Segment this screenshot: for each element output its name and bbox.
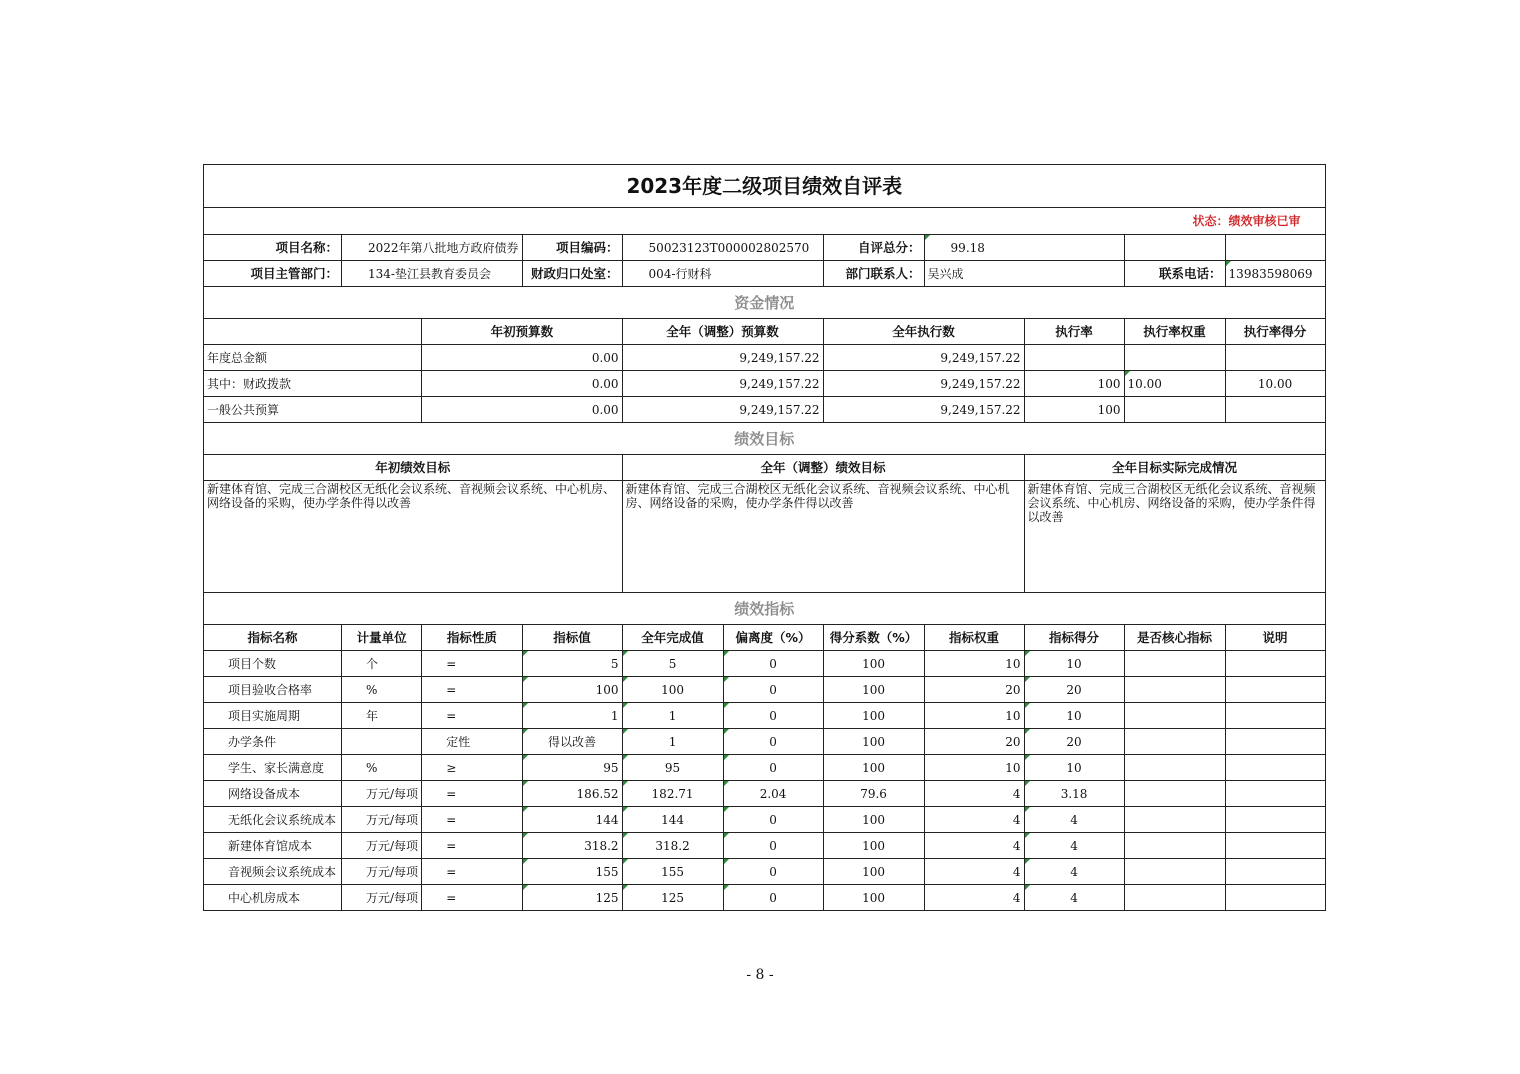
- ind-nature[interactable]: =: [422, 885, 522, 911]
- ind-core[interactable]: [1124, 781, 1225, 807]
- score-label: 自评总分：: [823, 235, 924, 261]
- ind-deviation[interactable]: 0: [723, 807, 823, 833]
- ind-weight[interactable]: 4: [924, 833, 1024, 859]
- ind-note[interactable]: [1225, 755, 1325, 781]
- funds-weight[interactable]: [1124, 345, 1225, 371]
- ind-header-deviation: 偏离度（%）: [723, 625, 823, 651]
- ind-weight[interactable]: 4: [924, 859, 1024, 885]
- ind-score[interactable]: 4: [1024, 885, 1124, 911]
- ind-coef[interactable]: 100: [823, 651, 924, 677]
- funds-adjusted[interactable]: 9,249,157.22: [622, 345, 823, 371]
- ind-unit[interactable]: 年: [342, 703, 422, 729]
- funds-header-weight: 执行率权重: [1124, 319, 1225, 345]
- finance-label: 财政归口处室：: [522, 261, 622, 287]
- ind-target[interactable]: 155: [522, 859, 622, 885]
- phone-value[interactable]: 13983598069: [1225, 261, 1325, 287]
- ind-name[interactable]: 新建体育馆成本: [204, 833, 342, 859]
- ind-core[interactable]: [1124, 807, 1225, 833]
- ind-weight[interactable]: 10: [924, 755, 1024, 781]
- page-title: 2023年度二级项目绩效自评表: [204, 165, 1326, 208]
- funds-header-executed: 全年执行数: [823, 319, 1024, 345]
- ind-deviation[interactable]: 0: [723, 703, 823, 729]
- ind-score[interactable]: 20: [1024, 677, 1124, 703]
- funds-executed[interactable]: 9,249,157.22: [823, 345, 1024, 371]
- ind-core[interactable]: [1124, 651, 1225, 677]
- ind-target[interactable]: 144: [522, 807, 622, 833]
- phone-label: 联系电话：: [1124, 261, 1225, 287]
- contact-value[interactable]: 吴兴成: [924, 261, 1124, 287]
- funds-score[interactable]: [1225, 397, 1325, 423]
- ind-actual[interactable]: 100: [622, 677, 723, 703]
- indicator-row: [204, 729, 1326, 755]
- funds-initial[interactable]: 0.00: [422, 397, 622, 423]
- funds-rate[interactable]: [1024, 345, 1124, 371]
- funds-rate[interactable]: 100: [1024, 371, 1124, 397]
- ind-actual[interactable]: 125: [622, 885, 723, 911]
- ind-coef[interactable]: 100: [823, 703, 924, 729]
- ind-target[interactable]: 186.52: [522, 781, 622, 807]
- score-value[interactable]: 99.18: [924, 235, 1124, 261]
- goal-actual-text[interactable]: 新建体育馆、完成三合湖校区无纸化会议系统、音视频会议系统、中心机房、网络设备的采购，使办学条件得以改善: [1024, 481, 1325, 593]
- ind-weight[interactable]: 20: [924, 729, 1024, 755]
- ind-coef[interactable]: 79.6: [823, 781, 924, 807]
- page-number: - 8 -: [746, 967, 774, 983]
- ind-weight[interactable]: 20: [924, 677, 1024, 703]
- ind-nature[interactable]: =: [422, 703, 522, 729]
- ind-name[interactable]: 音视频会议系统成本: [204, 859, 342, 885]
- dept-label: 项目主管部门：: [204, 261, 342, 287]
- ind-target[interactable]: 5: [522, 651, 622, 677]
- dept-value[interactable]: 134-垫江县教育委员会: [342, 261, 523, 287]
- ind-coef[interactable]: 100: [823, 755, 924, 781]
- ind-actual[interactable]: 95: [622, 755, 723, 781]
- indicator-row: [204, 651, 1326, 677]
- ind-target[interactable]: 125: [522, 885, 622, 911]
- ind-unit[interactable]: 万元/每项: [342, 807, 422, 833]
- goal-initial-text[interactable]: 新建体育馆、完成三合湖校区无纸化会议系统、音视频会议系统、中心机房、网络设备的采购，使办学条件得以改善: [204, 481, 623, 593]
- ind-unit[interactable]: %: [342, 755, 422, 781]
- ind-unit[interactable]: [342, 729, 422, 755]
- ind-name[interactable]: 学生、家长满意度: [204, 755, 342, 781]
- ind-note[interactable]: [1225, 781, 1325, 807]
- ind-note[interactable]: [1225, 729, 1325, 755]
- ind-core[interactable]: [1124, 729, 1225, 755]
- funds-section-title: 资金情况: [204, 287, 1326, 319]
- ind-score[interactable]: 4: [1024, 833, 1124, 859]
- ind-note[interactable]: [1225, 859, 1325, 885]
- ind-deviation[interactable]: 0: [723, 729, 823, 755]
- funds-row: [204, 345, 1326, 371]
- ind-target[interactable]: 318.2: [522, 833, 622, 859]
- goals-header-initial: 年初绩效目标: [204, 455, 623, 481]
- ind-score[interactable]: 10: [1024, 703, 1124, 729]
- ind-header-core: 是否核心指标: [1124, 625, 1225, 651]
- ind-header-target: 指标值: [522, 625, 622, 651]
- ind-core[interactable]: [1124, 833, 1225, 859]
- ind-deviation[interactable]: 0: [723, 755, 823, 781]
- ind-score[interactable]: 4: [1024, 807, 1124, 833]
- indicator-row: [204, 859, 1326, 885]
- ind-name[interactable]: 办学条件: [204, 729, 342, 755]
- indicator-row: [204, 885, 1326, 911]
- ind-unit[interactable]: 万元/每项: [342, 833, 422, 859]
- funds-adjusted[interactable]: 9,249,157.22: [622, 371, 823, 397]
- status-badge: 状态：绩效审核已审: [204, 208, 1326, 235]
- funds-header-score: 执行率得分: [1225, 319, 1325, 345]
- ind-weight[interactable]: 10: [924, 651, 1024, 677]
- ind-score[interactable]: 3.18: [1024, 781, 1124, 807]
- indicator-row: [204, 677, 1326, 703]
- ind-deviation[interactable]: 2.04: [723, 781, 823, 807]
- ind-nature[interactable]: =: [422, 833, 522, 859]
- ind-note[interactable]: [1225, 651, 1325, 677]
- ind-score[interactable]: 20: [1024, 729, 1124, 755]
- ind-core[interactable]: [1124, 859, 1225, 885]
- ind-target[interactable]: 100: [522, 677, 622, 703]
- ind-nature[interactable]: =: [422, 859, 522, 885]
- funds-adjusted[interactable]: 9,249,157.22: [622, 397, 823, 423]
- ind-target[interactable]: 1: [522, 703, 622, 729]
- ind-note[interactable]: [1225, 885, 1325, 911]
- ind-header-note: 说明: [1225, 625, 1325, 651]
- ind-header-name: 指标名称: [204, 625, 342, 651]
- ind-coef[interactable]: 100: [823, 859, 924, 885]
- ind-name[interactable]: 网络设备成本: [204, 781, 342, 807]
- ind-score[interactable]: 4: [1024, 859, 1124, 885]
- contact-label: 部门联系人：: [823, 261, 924, 287]
- indicator-row: [204, 755, 1326, 781]
- ind-weight[interactable]: 10: [924, 703, 1024, 729]
- goals-section-title: 绩效目标: [204, 423, 1326, 455]
- ind-header-nature: 指标性质: [422, 625, 522, 651]
- goals-header-adjusted: 全年（调整）绩效目标: [622, 455, 1024, 481]
- ind-coef[interactable]: 100: [823, 807, 924, 833]
- ind-coef[interactable]: 100: [823, 677, 924, 703]
- funds-header-rate: 执行率: [1024, 319, 1124, 345]
- funds-executed[interactable]: 9,249,157.22: [823, 371, 1024, 397]
- ind-header-unit: 计量单位: [342, 625, 422, 651]
- ind-name[interactable]: 项目实施周期: [204, 703, 342, 729]
- empty-cell[interactable]: [1124, 235, 1225, 261]
- ind-target[interactable]: 得以改善: [522, 729, 622, 755]
- goal-adjusted-text[interactable]: 新建体育馆、完成三合湖校区无纸化会议系统、音视频会议系统、中心机房、网络设备的采购，使办学条件得以改善: [622, 481, 1024, 593]
- ind-score[interactable]: 10: [1024, 651, 1124, 677]
- empty-cell[interactable]: [1225, 235, 1325, 261]
- ind-target[interactable]: 95: [522, 755, 622, 781]
- ind-unit[interactable]: 万元/每项: [342, 781, 422, 807]
- ind-actual[interactable]: 5: [622, 651, 723, 677]
- project-code-value[interactable]: 50023123T000002802570: [622, 235, 823, 261]
- funds-header-adjusted: 全年（调整）预算数: [622, 319, 823, 345]
- ind-name[interactable]: 中心机房成本: [204, 885, 342, 911]
- ind-nature[interactable]: =: [422, 677, 522, 703]
- funds-row: [204, 397, 1326, 423]
- ind-weight[interactable]: 4: [924, 885, 1024, 911]
- indicator-row: [204, 807, 1326, 833]
- project-code-label: 项目编码：: [522, 235, 622, 261]
- ind-note[interactable]: [1225, 807, 1325, 833]
- ind-deviation[interactable]: 0: [723, 833, 823, 859]
- ind-coef[interactable]: 100: [823, 729, 924, 755]
- ind-weight[interactable]: 4: [924, 781, 1024, 807]
- ind-unit[interactable]: 个: [342, 651, 422, 677]
- funds-row-label: 一般公共预算: [204, 397, 422, 423]
- funds-row: [204, 371, 1326, 397]
- ind-note[interactable]: [1225, 677, 1325, 703]
- ind-deviation[interactable]: 0: [723, 885, 823, 911]
- ind-score[interactable]: 10: [1024, 755, 1124, 781]
- ind-unit[interactable]: %: [342, 677, 422, 703]
- finance-value[interactable]: 004-行财科: [622, 261, 823, 287]
- indicator-row: [204, 781, 1326, 807]
- ind-actual[interactable]: 1: [622, 703, 723, 729]
- ind-nature[interactable]: ≥: [422, 755, 522, 781]
- evaluation-table: [203, 164, 1326, 911]
- ind-header-coef: 得分系数（%）: [823, 625, 924, 651]
- ind-nature[interactable]: =: [422, 651, 522, 677]
- ind-nature[interactable]: =: [422, 807, 522, 833]
- ind-note[interactable]: [1225, 833, 1325, 859]
- ind-deviation[interactable]: 0: [723, 859, 823, 885]
- funds-weight[interactable]: [1124, 397, 1225, 423]
- ind-name[interactable]: 项目验收合格率: [204, 677, 342, 703]
- funds-row-label: 其中：财政拨款: [204, 371, 422, 397]
- ind-core[interactable]: [1124, 885, 1225, 911]
- ind-actual[interactable]: 155: [622, 859, 723, 885]
- indicators-section-title: 绩效指标: [204, 593, 1326, 625]
- project-name-label: 项目名称：: [204, 235, 342, 261]
- ind-actual[interactable]: 144: [622, 807, 723, 833]
- ind-nature[interactable]: 定性: [422, 729, 522, 755]
- ind-weight[interactable]: 4: [924, 807, 1024, 833]
- funds-row-label: 年度总金额: [204, 345, 422, 371]
- indicator-row: [204, 703, 1326, 729]
- ind-actual[interactable]: 318.2: [622, 833, 723, 859]
- funds-weight[interactable]: 10.00: [1124, 371, 1225, 397]
- ind-header-score: 指标得分: [1024, 625, 1124, 651]
- ind-unit[interactable]: 万元/每项: [342, 859, 422, 885]
- ind-deviation[interactable]: 0: [723, 651, 823, 677]
- ind-actual[interactable]: 1: [622, 729, 723, 755]
- ind-core[interactable]: [1124, 755, 1225, 781]
- goals-header-actual: 全年目标实际完成情况: [1024, 455, 1325, 481]
- funds-initial[interactable]: 0.00: [422, 371, 622, 397]
- funds-rate[interactable]: 100: [1024, 397, 1124, 423]
- ind-coef[interactable]: 100: [823, 833, 924, 859]
- ind-deviation[interactable]: 0: [723, 677, 823, 703]
- funds-header-blank: [204, 319, 422, 345]
- funds-score[interactable]: [1225, 345, 1325, 371]
- funds-header-initial: 年初预算数: [422, 319, 622, 345]
- ind-actual[interactable]: 182.71: [622, 781, 723, 807]
- funds-initial[interactable]: 0.00: [422, 345, 622, 371]
- ind-nature[interactable]: =: [422, 781, 522, 807]
- ind-coef[interactable]: 100: [823, 885, 924, 911]
- ind-header-actual: 全年完成值: [622, 625, 723, 651]
- ind-note[interactable]: [1225, 703, 1325, 729]
- indicator-row: [204, 833, 1326, 859]
- ind-name[interactable]: 无纸化会议系统成本: [204, 807, 342, 833]
- ind-core[interactable]: [1124, 677, 1225, 703]
- funds-score[interactable]: 10.00: [1225, 371, 1325, 397]
- ind-core[interactable]: [1124, 703, 1225, 729]
- project-name-value[interactable]: 2022年第八批地方政府债券: [342, 235, 523, 261]
- ind-unit[interactable]: 万元/每项: [342, 885, 422, 911]
- ind-header-weight: 指标权重: [924, 625, 1024, 651]
- funds-executed[interactable]: 9,249,157.22: [823, 397, 1024, 423]
- ind-name[interactable]: 项目个数: [204, 651, 342, 677]
